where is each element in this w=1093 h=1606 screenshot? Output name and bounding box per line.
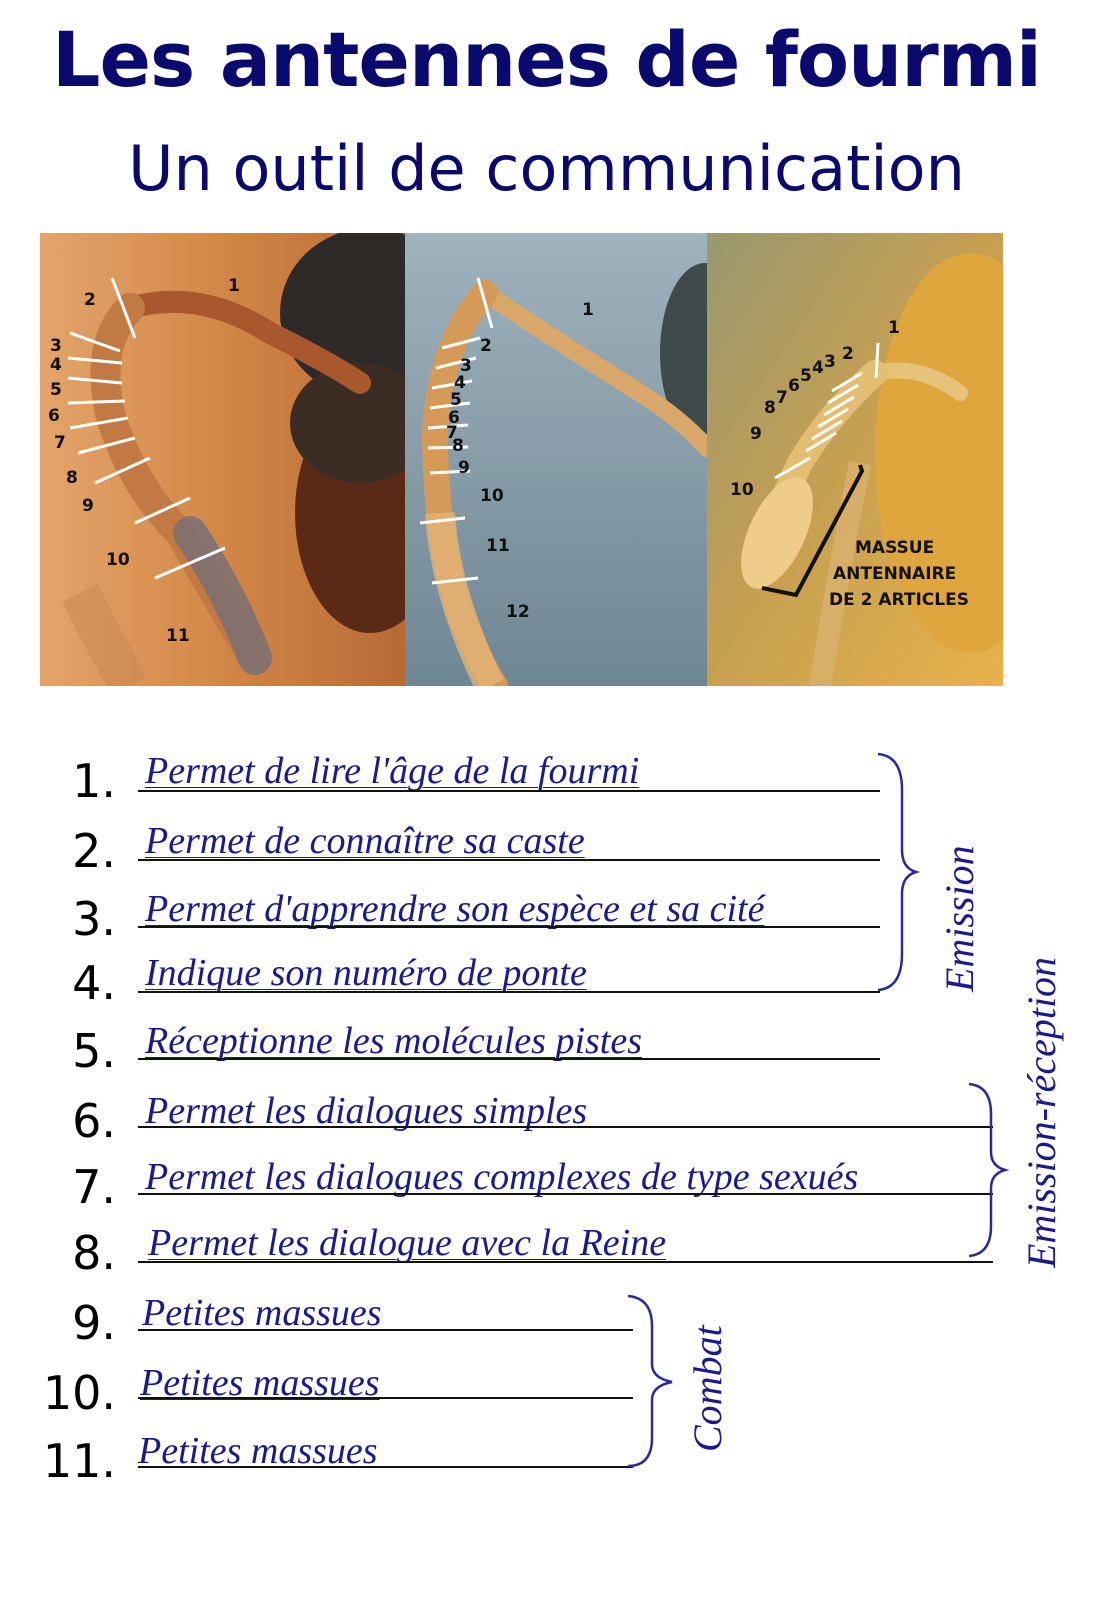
list-text: Indique son numéro de ponte bbox=[145, 952, 587, 994]
answer-line bbox=[138, 1193, 993, 1195]
answer-line bbox=[138, 1126, 993, 1128]
massue-caption-line-3: DE 2 ARTICLES bbox=[829, 590, 969, 610]
panel3-label-6: 6 bbox=[788, 376, 800, 396]
emission-brace bbox=[870, 750, 920, 995]
list-number: 1. bbox=[72, 754, 116, 808]
panel3-label-10: 10 bbox=[730, 480, 754, 500]
panel1-label-10: 10 bbox=[106, 550, 130, 570]
list-text: Petites massues bbox=[140, 1362, 380, 1404]
panel3-label-4: 4 bbox=[812, 358, 824, 378]
panel2-label-9: 9 bbox=[458, 458, 470, 478]
panel2-label-3: 3 bbox=[460, 356, 472, 376]
answer-line bbox=[138, 926, 880, 928]
list-text: Permet de lire l'âge de la fourmi bbox=[145, 750, 640, 792]
emission-reception-brace bbox=[965, 1080, 1010, 1260]
panel3-label-9: 9 bbox=[750, 424, 762, 444]
panel1-label-11: 11 bbox=[166, 626, 190, 646]
panel3-label-3: 3 bbox=[824, 352, 836, 372]
group-label-emission-reception: Emission-réception bbox=[1019, 956, 1064, 1268]
panel2-label-4: 4 bbox=[454, 373, 466, 393]
panel1-label-3: 3 bbox=[50, 336, 62, 356]
list-number: 11. bbox=[42, 1434, 116, 1488]
panel2-label-10: 10 bbox=[480, 486, 504, 506]
panel2-label-12: 12 bbox=[506, 602, 530, 622]
group-label-emission: Emission bbox=[937, 845, 982, 992]
panel1-label-4: 4 bbox=[50, 355, 62, 375]
panel2-label-7: 7 bbox=[446, 423, 458, 443]
panel1-label-6: 6 bbox=[48, 406, 60, 426]
list-number: 10. bbox=[42, 1366, 116, 1420]
answer-line bbox=[138, 859, 880, 861]
panel1-label-2: 2 bbox=[84, 290, 96, 310]
panel3-label-8: 8 bbox=[764, 398, 776, 418]
answer-line bbox=[138, 991, 880, 993]
panel1-label-9: 9 bbox=[82, 496, 94, 516]
page-subtitle: Un outil de communication bbox=[128, 132, 965, 205]
panel2-label-8: 8 bbox=[452, 436, 464, 456]
answer-line bbox=[138, 1329, 633, 1331]
list-text: Permet de connaître sa caste bbox=[145, 820, 585, 862]
answer-line bbox=[138, 1058, 880, 1060]
list-text: Permet les dialogue avec la Reine bbox=[148, 1222, 667, 1264]
list-number: 6. bbox=[72, 1094, 116, 1148]
panel3-label-2: 2 bbox=[842, 344, 854, 364]
massue-caption-line-1: MASSUE bbox=[855, 538, 935, 558]
panel3-label-1: 1 bbox=[888, 318, 900, 338]
list-number: 8. bbox=[72, 1226, 116, 1280]
panel2-label-1: 1 bbox=[582, 300, 594, 320]
list-text: Petites massues bbox=[138, 1430, 378, 1472]
panel3-label-5: 5 bbox=[800, 366, 812, 386]
answer-line bbox=[138, 1466, 633, 1468]
list-text: Réceptionne les molécules pistes bbox=[145, 1020, 643, 1062]
panel2-label-5: 5 bbox=[450, 390, 462, 410]
panel1-label-8: 8 bbox=[66, 468, 78, 488]
answer-line bbox=[138, 790, 880, 792]
list-number: 9. bbox=[72, 1296, 116, 1350]
combat-brace bbox=[624, 1292, 679, 1470]
panel1-label-1: 1 bbox=[228, 276, 240, 296]
list-text: Permet d'apprendre son espèce et sa cité bbox=[145, 888, 765, 930]
list-text: Permet les dialogues complexes de type sexués bbox=[145, 1156, 859, 1198]
panel2-label-11: 11 bbox=[486, 536, 510, 556]
panel1-label-7: 7 bbox=[54, 433, 66, 453]
list-number: 4. bbox=[72, 956, 116, 1010]
panel2-label-6: 6 bbox=[448, 408, 460, 428]
list-text: Petites massues bbox=[142, 1292, 382, 1334]
page-title: Les antennes de fourmi bbox=[52, 15, 1041, 104]
antenna-panel-3 bbox=[707, 233, 1003, 686]
massue-caption-line-2: ANTENNAIRE bbox=[833, 564, 957, 584]
group-label-combat: Combat bbox=[685, 1325, 730, 1452]
panel3-label-7: 7 bbox=[776, 388, 788, 408]
panel1-label-5: 5 bbox=[50, 380, 62, 400]
antenna-panel-2 bbox=[405, 233, 750, 686]
answer-line bbox=[138, 1397, 633, 1399]
list-text: Permet les dialogues simples bbox=[145, 1090, 588, 1132]
antenna-photo-figure bbox=[40, 233, 1003, 686]
answer-line bbox=[138, 1261, 993, 1263]
list-number: 2. bbox=[72, 824, 116, 878]
antenna-panel-1 bbox=[40, 233, 460, 686]
list-number: 3. bbox=[72, 892, 116, 946]
panel2-label-2: 2 bbox=[480, 336, 492, 356]
list-number: 5. bbox=[72, 1024, 116, 1078]
list-number: 7. bbox=[72, 1160, 116, 1214]
